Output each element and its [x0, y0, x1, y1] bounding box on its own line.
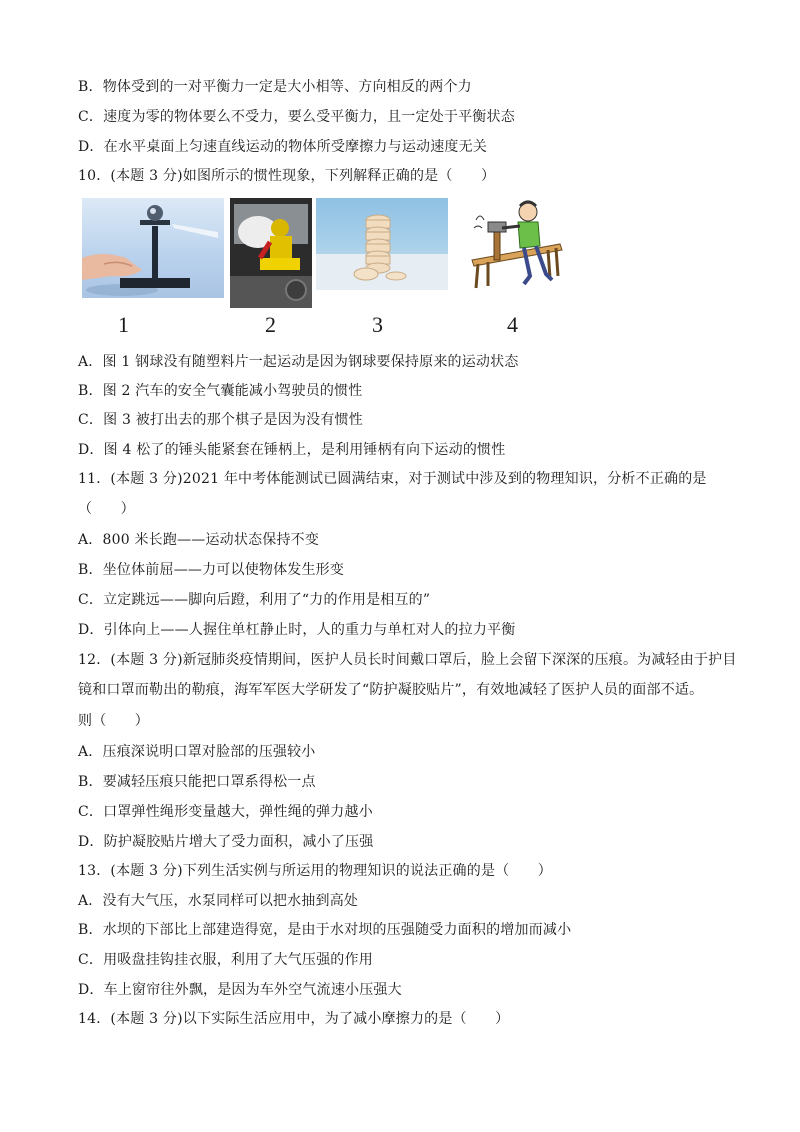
q13-option-d: D．车上窗帘往外飘，是因为车外空气流速小压强大 — [78, 982, 402, 998]
q13-option-b: B．水坝的下部比上部建造得宽，是由于水对坝的压强随受力面积的增加而减小 — [78, 922, 572, 938]
q9-option-c: C．速度为零的物体要么不受力，要么受平衡力，且一定处于平衡状态 — [78, 109, 515, 125]
figure-number-1: 1 — [118, 312, 129, 337]
q12-option-b: B．要减轻压痕只能把口罩系得松一点 — [78, 774, 316, 790]
figure-3-chess-stack-image — [316, 198, 448, 290]
q10-option-a: A．图 1 钢球没有随塑料片一起运动是因为钢球要保持原来的运动状态 — [78, 354, 519, 370]
figure-4-hammer-image — [466, 198, 564, 290]
figure-number-3: 3 — [372, 312, 383, 337]
q12-option-d: D．防护凝胶贴片增大了受力面积，减小了压强 — [78, 834, 374, 850]
q9-option-d: D．在水平桌面上匀速直线运动的物体所受摩擦力与运动速度无关 — [78, 139, 488, 155]
figure-number-2: 2 — [265, 312, 276, 337]
q11-option-d: D．引体向上——人握住单杠静止时，人的重力与单杠对人的拉力平衡 — [78, 622, 516, 638]
q14-stem: 14．(本题 3 分)以下实际生活应用中，为了减小摩擦力的是（ ） — [78, 1011, 510, 1027]
q10-figure-row — [80, 198, 580, 318]
q11-option-a: A．800 米长跑——运动状态保持不变 — [78, 532, 320, 548]
q11-option-b: B．坐位体前屈——力可以使物体发生形变 — [78, 562, 345, 578]
q13-option-a: A．没有大气压，水泵同样可以把水抽到高处 — [78, 893, 359, 909]
q10-option-b: B．图 2 汽车的安全气囊能减小驾驶员的惯性 — [78, 383, 363, 399]
q12-option-a: A．压痕深说明口罩对脸部的压强较小 — [78, 744, 316, 760]
q10-stem: 10．(本题 3 分)如图所示的惯性现象，下列解释正确的是（ ） — [78, 168, 496, 184]
q11-stem: 11．(本题 3 分)2021 年中考体能测试已圆满结束，对于测试中涉及到的物理知识，分析不正确的是 — [78, 471, 707, 487]
q10-option-d: D．图 4 松了的锤头能紧套在锤柄上，是利用锤柄有向下运动的惯性 — [78, 442, 506, 458]
q10-option-c: C．图 3 被打出去的那个棋子是因为没有惯性 — [78, 412, 363, 428]
q13-stem: 13．(本题 3 分)下列生活实例与所运用的物理知识的说法正确的是（ ） — [78, 863, 552, 879]
q12-option-c: C．口罩弹性绳形变量越大，弹性绳的弹力越小 — [78, 804, 373, 820]
q12-stem-line1: 12．(本题 3 分)新冠肺炎疫情期间，医护人员长时间戴口罩后，脸上会留下深深的压痕。为减轻由于护目 — [78, 652, 737, 668]
q11-stem-blank: （ ） — [78, 501, 135, 517]
figure-1-ball-stand-image — [82, 198, 224, 298]
q12-stem-line3: 则（ ） — [78, 713, 149, 729]
q11-option-c: C．立定跳远——脚向后蹬，利用了“力的作用是相互的” — [78, 592, 431, 608]
q12-stem-line2: 镜和口罩而勒出的勒痕，海军军医大学研发了“防护凝胶贴片”，有效地减轻了医护人员的面部不适。 — [78, 682, 704, 698]
figure-number-4: 4 — [507, 312, 518, 337]
figure-2-airbag-image — [230, 198, 312, 308]
q9-option-b: B．物体受到的一对平衡力一定是大小相等、方向相反的两个力 — [78, 79, 472, 95]
q13-option-c: C．用吸盘挂钩挂衣服，利用了大气压强的作用 — [78, 952, 373, 968]
